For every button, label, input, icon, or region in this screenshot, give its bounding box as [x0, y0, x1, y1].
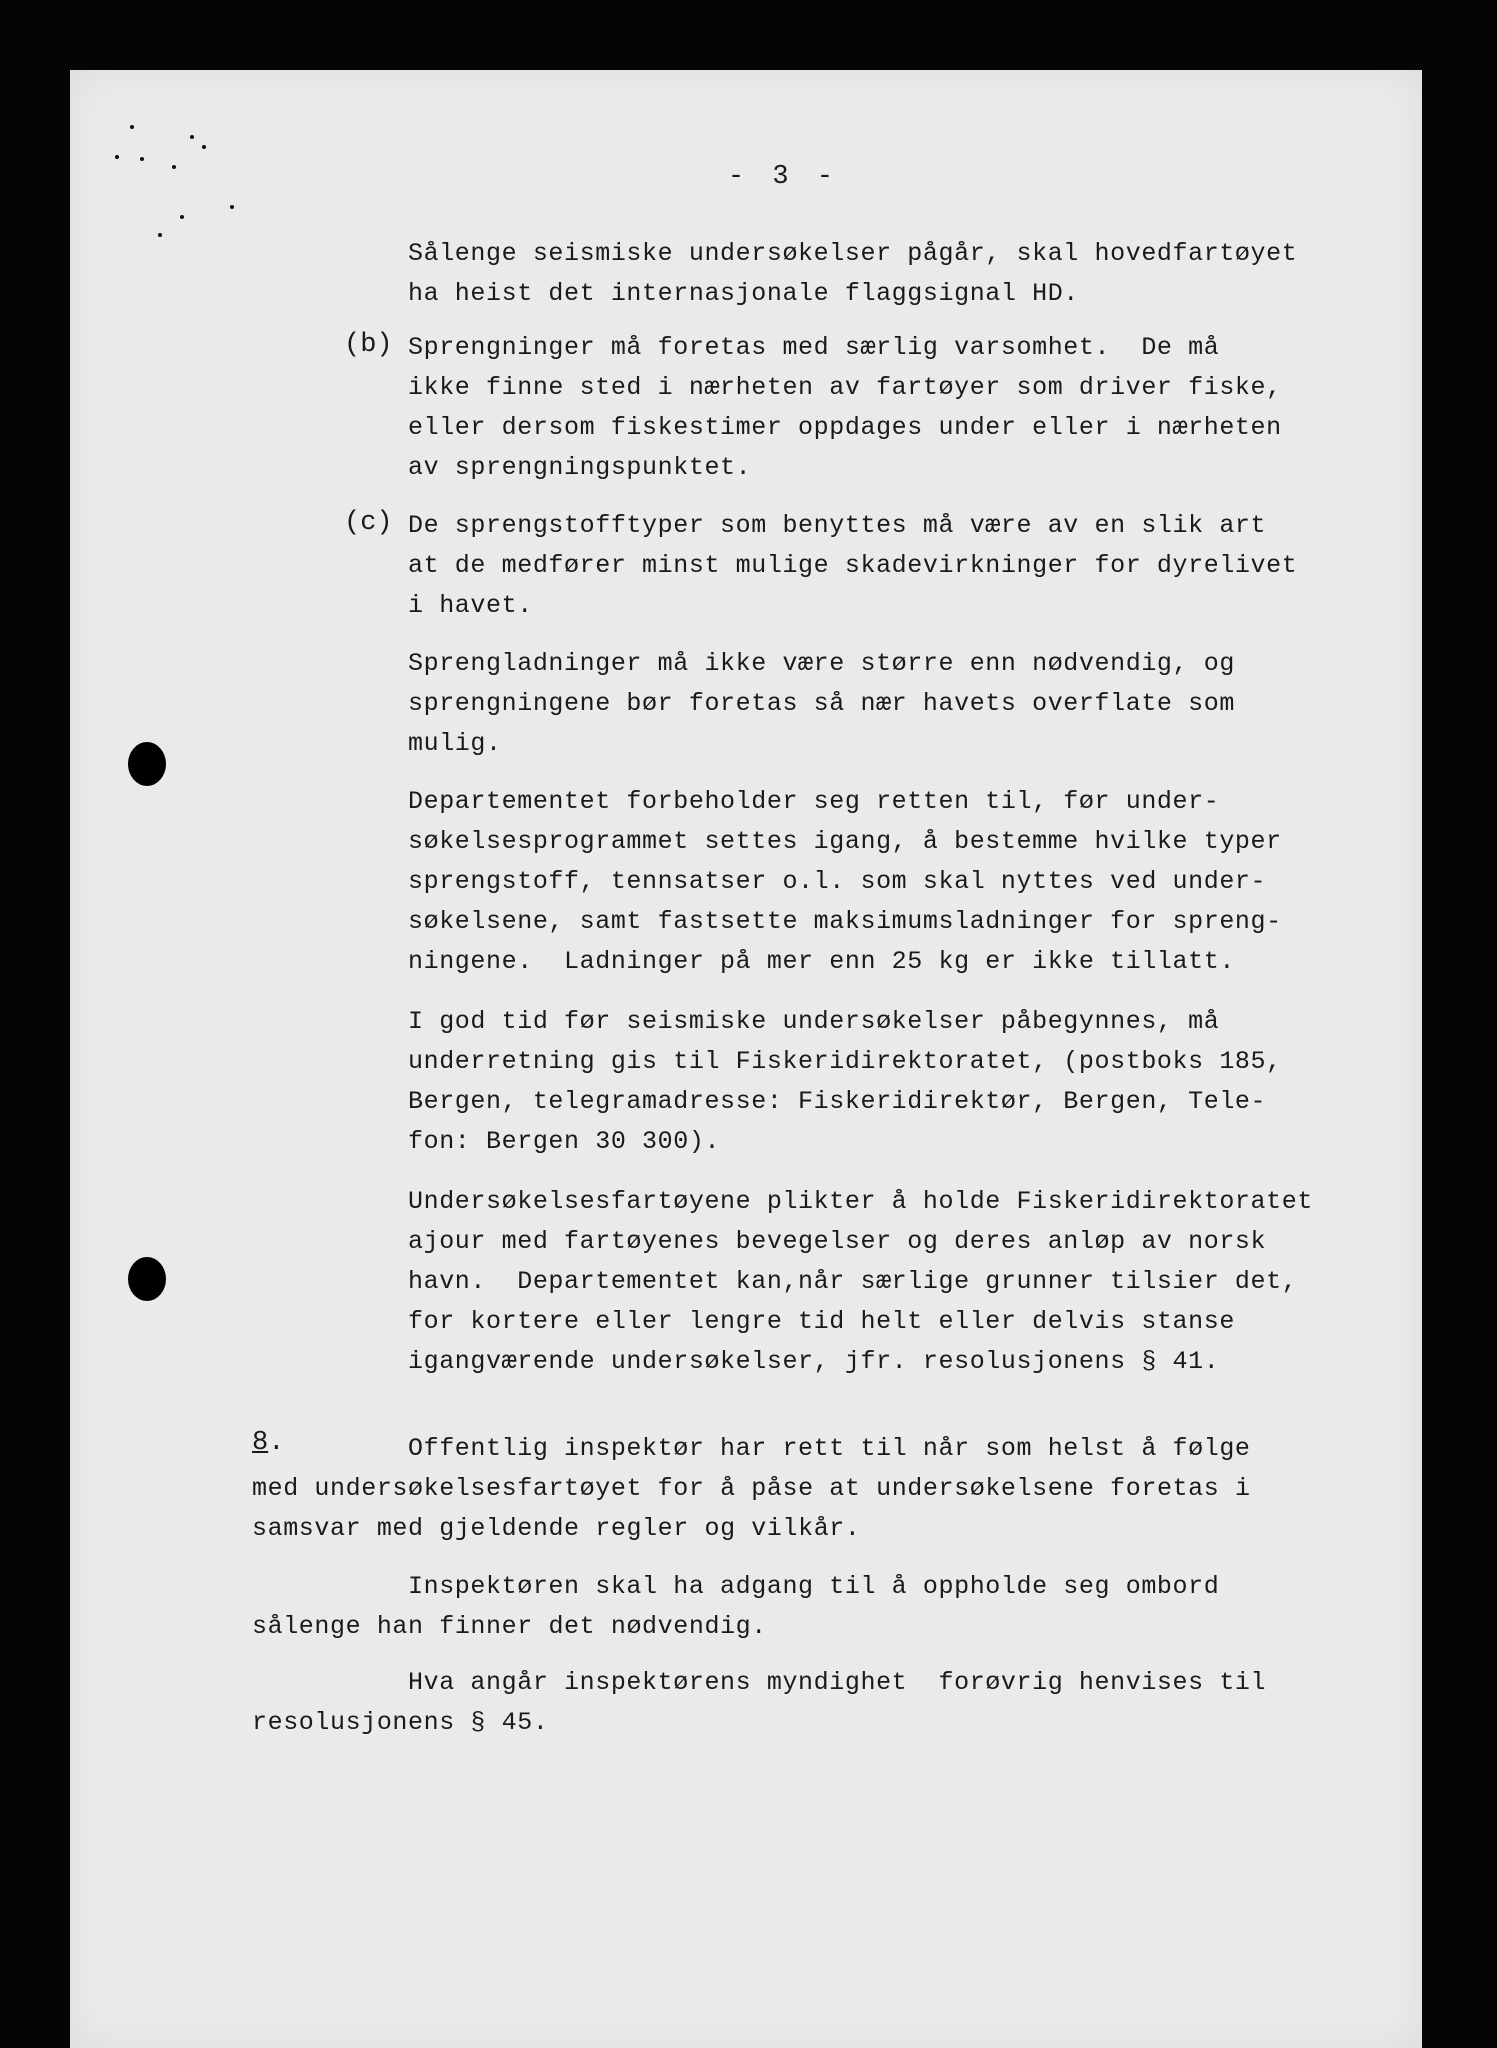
item-c-text — [408, 506, 1297, 626]
punch-hole — [128, 1257, 166, 1301]
text-line: av sprengningspunktet. — [408, 453, 752, 482]
text-line: ningene. Ladninger på mer enn 25 kg er ikke tillatt. — [408, 947, 1235, 976]
text-line: at de medfører minst mulige skadevirkninger for dyrelivet — [408, 551, 1298, 580]
text-line: samsvar med gjeldende regler og vilkår. — [252, 1514, 861, 1543]
text-line: igangværende undersøkelser, jfr. resolusjonens § 41. — [408, 1347, 1220, 1376]
text-line: ikke finne sted i nærheten av fartøyer som driver fiske, — [408, 373, 1282, 402]
text-line: for kortere eller lengre tid helt eller delvis stanse — [408, 1307, 1235, 1336]
item-marker-c: (c) — [344, 508, 393, 538]
section-number-digit: 8 — [252, 1428, 269, 1458]
text-line: eller dersom fiskestimer oppdages under eller i nærheten — [408, 413, 1282, 442]
section-8-first-line: Offentlig inspektør har rett til når som helst å følge — [408, 1434, 1251, 1463]
text-line: Departementet forbeholder seg retten til, før under- — [408, 787, 1220, 816]
text-line: Undersøkelsesfartøyene plikter å holde Fiskeridirektoratet — [408, 1187, 1313, 1216]
text-line: sålenge han finner det nødvendig. — [252, 1612, 767, 1641]
text-line: underretning gis til Fiskeridirektoratet, (postboks 185, — [408, 1047, 1282, 1076]
item-b-text — [408, 328, 1282, 488]
page-number: - 3 - — [728, 162, 840, 192]
paragraph-departementet — [408, 782, 1282, 982]
paragraph-hva-angar-first-line: Hva angår inspektørens myndighet forøvrig henvises til — [408, 1668, 1267, 1697]
paragraph-fartoyene — [408, 1182, 1313, 1382]
section-number — [252, 1428, 284, 1458]
item-marker-b: (b) — [344, 330, 393, 360]
top-paragraph — [408, 234, 1297, 314]
text-line: sprengningene bør foretas så nær havets overflate som — [408, 689, 1235, 718]
text-line: mulig. — [408, 729, 502, 758]
text-line: havn. Departementet kan,når særlige grunner tilsier det, — [408, 1267, 1298, 1296]
paragraph-hva-angar — [252, 1703, 548, 1743]
text-line: med undersøkelsesfartøyet for å påse at undersøkelsene foretas i — [252, 1474, 1251, 1503]
section-8-text — [252, 1469, 1251, 1549]
text-line: Sålenge seismiske undersøkelser pågår, skal hovedfartøyet — [408, 239, 1298, 268]
text-line: søkelsesprogrammet settes igang, å bestemme hvilke typer — [408, 827, 1282, 856]
text-line: resolusjonens § 45. — [252, 1708, 549, 1737]
paragraph-inspektoren-first-line: Inspektøren skal ha adgang til å oppholde seg ombord — [408, 1572, 1220, 1601]
section-number-dot: . — [268, 1428, 285, 1458]
text-line: I god tid før seismiske undersøkelser påbegynnes, må — [408, 1007, 1220, 1036]
text-line: Sprengninger må foretas med særlig varsomhet. De må — [408, 333, 1220, 362]
punch-hole — [128, 742, 166, 786]
paragraph-god-tid — [408, 1002, 1282, 1162]
text-line: i havet. — [408, 591, 533, 620]
paragraph-inspektoren — [252, 1607, 767, 1647]
text-line: ajour med fartøyenes bevegelser og deres anløp av norsk — [408, 1227, 1267, 1256]
dust-specks — [110, 115, 240, 255]
text-line: fon: Bergen 30 300). — [408, 1127, 721, 1156]
text-line: De sprengstofftyper som benyttes må være av en slik art — [408, 511, 1267, 540]
text-line: Bergen, telegramadresse: Fiskeridirektør, Bergen, Tele- — [408, 1087, 1267, 1116]
text-line: ha heist det internasjonale flaggsignal HD. — [408, 279, 1079, 308]
text-line: sprengstoff, tennsatser o.l. som skal nyttes ved under- — [408, 867, 1267, 896]
text-line: Sprengladninger må ikke være større enn nødvendig, og — [408, 649, 1235, 678]
text-line: søkelsene, samt fastsette maksimumsladninger for spreng- — [408, 907, 1282, 936]
paragraph-sprengladninger — [408, 644, 1235, 764]
